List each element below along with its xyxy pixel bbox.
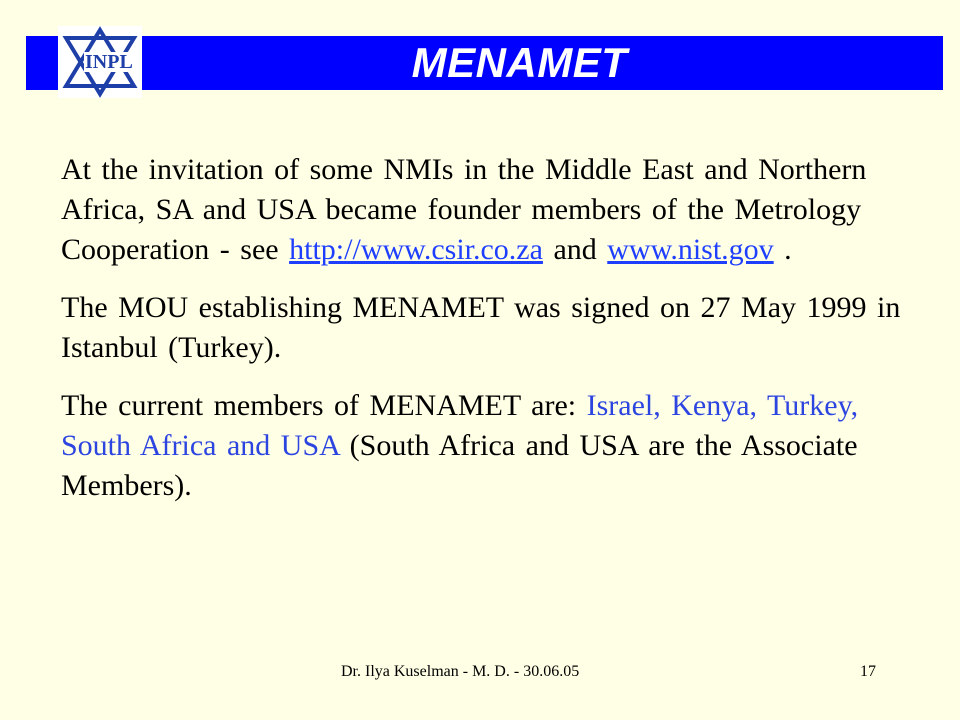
title-bar [26,36,943,90]
logo-text: INPL [85,51,133,73]
page-number: 17 [860,663,876,680]
paragraph-text: The current members of MENAMET are: [61,389,587,422]
footer-author: Dr. Ilya Kuselman - M. D. - 30.06.05 [341,663,580,680]
slide-title: MENAMET [411,39,628,86]
csir-link[interactable]: http://www.csir.co.za [289,233,543,266]
paragraph-members [61,386,921,506]
paragraph-founders [61,150,921,270]
paragraph-text: . [773,233,792,266]
inpl-logo [58,26,142,98]
paragraph-text: At the invitation of some NMIs in the Middle East and Northern Africa, SA and USA became founder members of the Metrology Cooperation - see [61,153,867,266]
slide-content [61,150,921,524]
paragraph-text: and [542,233,608,266]
paragraph-text: (South Africa and USA are the Associate Members). [61,429,858,502]
nist-link[interactable]: www.nist.gov [607,233,774,266]
paragraph-mou: The MOU establishing MENAMET was signed on 27 May 1999 in Istanbul (Turkey). [61,291,901,364]
member-countries: Israel, Kenya, Turkey, South Africa and USA [61,389,859,462]
